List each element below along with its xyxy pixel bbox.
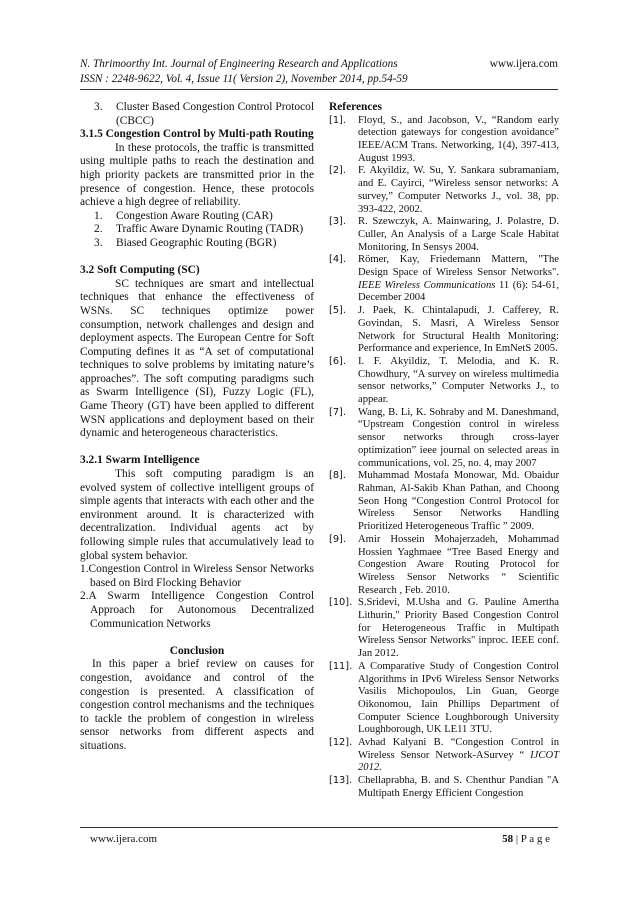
section-heading-soft-computing: 3.2 Soft Computing (SC) — [80, 264, 200, 277]
reference-item — [329, 216, 559, 254]
reference-body: Avhad Kalyani B. “Congestion Control in Wireless Sensor Network-ASurvey “ — [358, 737, 559, 761]
reference-number: [4]. — [329, 254, 346, 266]
journal-citation: N. Thrimoorthy Int. Journal of Engineering Research and Applications — [80, 58, 398, 70]
list-text: Cluster Based Congestion Control Protocol (CBCC) — [116, 101, 314, 127]
issn-line: ISSN : 2248-9622, Vol. 4, Issue 11( Version 2), November 2014, pp.54-59 — [80, 73, 408, 85]
reference-number: [7]. — [329, 406, 346, 418]
reference-item — [329, 254, 559, 305]
reference-body: F. Akyildiz, W. Su, Y. Sankara subramaniam, and E. Cayirci, “Wireless sensor networks: A survey,” Computer Networks J., vol. 38, pp. 393-422, 2002. — [358, 165, 559, 215]
reference-body: Muhammad Mostafa Monowar, Md. Obaidur Rahman, Al-Sakib Khan Pathan, and Choong Seon Hong “Congestion Control Protocol for Wireless Sensor Networks Handling Prioritized Heterogeneous Traffic ” 2009. — [358, 470, 559, 533]
reference-venue: IEEE Wireless Communications — [358, 279, 496, 291]
reference-body: A Comparative Study of Congestion Control Algorithms in IPv6 Wireless Sensor Networks Vasilis Michopoulos, Lin Guan, George Oikonomou, Iain Phillips Department of Computer Science Loughborough University Loughborough, UK LE11 3TU. — [358, 660, 559, 736]
reference-body: Floyd, S., and Jacobson, V., “Random early detection gateways for congestion avoidance” IEEE/ACM Trans. Networking, 1(4), 397-413, August 1993. — [358, 114, 559, 164]
reference-item — [329, 597, 559, 661]
spacer — [80, 631, 314, 645]
paragraph-swarm-intelligence: This soft computing paradigm is an evolved system of collective intelligent groups of simple agents that interacts with each other and the environment around. It is characterized with decentralization. Individual agents act by following simple rules that accumulatively lead to global system behavior. — [80, 468, 314, 562]
reference-item — [329, 775, 559, 800]
reference-list — [329, 115, 559, 801]
section-heading-multipath: 3.1.5 Congestion Control by Multi-path Routing — [80, 128, 314, 141]
reference-item — [329, 115, 559, 166]
list-number: 1. — [94, 209, 103, 222]
reference-number: [12]. — [329, 737, 353, 749]
reference-body: I. F. Akyildiz, T. Melodia, and K. R. Chowdhury, “A survey on wireless multimedia sensor networks,” Computer Networks J., to appear. — [358, 355, 559, 406]
references-heading: References — [329, 101, 382, 113]
reference-item — [329, 356, 559, 407]
list-item: 1.Congestion Control in Wireless Sensor Networks based on Bird Flocking Behavior — [80, 563, 314, 589]
reference-text — [358, 534, 559, 598]
section-heading-swarm-intelligence: 3.2.1 Swarm Intelligence — [80, 454, 200, 467]
list-number: 2. — [94, 223, 103, 236]
page-number-value: 58 — [502, 833, 514, 845]
list-item — [94, 237, 314, 251]
reference-text — [358, 356, 559, 407]
reference-item — [329, 470, 559, 534]
reference-number: [1]. — [329, 114, 346, 126]
reference-number: [13]. — [329, 775, 353, 787]
paragraph-multipath: In these protocols, the traffic is transmitted using multiple paths to reach the destination and high priority packets are transmitted prior in the presence of congestion. Hence, these protocols achieve a high degree of reliability. — [80, 141, 314, 209]
list-text: Congestion Aware Routing (CAR) — [116, 209, 273, 222]
reference-item — [329, 305, 559, 356]
reference-text — [358, 216, 559, 254]
spacer — [80, 251, 314, 265]
reference-number: [8]. — [329, 470, 346, 482]
reference-text — [358, 737, 559, 775]
reference-text — [358, 407, 559, 471]
reference-item — [329, 407, 559, 471]
spacer — [80, 441, 314, 455]
page-header — [80, 57, 558, 87]
list-text: Traffic Aware Dynamic Routing (TADR) — [116, 223, 304, 236]
reference-text — [358, 254, 559, 305]
reference-text — [358, 470, 559, 534]
footer-url[interactable]: www.ijera.com — [90, 833, 158, 845]
reference-item — [329, 165, 559, 216]
reference-item — [329, 737, 559, 775]
header-divider — [80, 89, 558, 90]
page-number — [502, 829, 550, 849]
reference-text — [358, 165, 559, 216]
list-item — [94, 210, 314, 224]
section-heading-conclusion: Conclusion — [169, 644, 225, 657]
reference-body: S.Sridevi, M.Usha and G. Pauline Amertha Lithurin," Priority Based Congestion Control for Heterogeneous Traffic in Multipath Wireless Sensor Networks" inproc. IEEE conf. Jan 2012. — [358, 597, 559, 660]
reference-number: [6]. — [329, 355, 346, 367]
left-column — [80, 101, 314, 754]
reference-text — [358, 597, 559, 661]
reference-number: [5]. — [329, 305, 346, 317]
paragraph-soft-computing: SC techniques are smart and intellectual techniques that enhance the effectiveness of WSNs. SC techniques optimize power consumption, network challenges and design and deployment aspects. The European Centre for Soft Computing defines it as “A set of computational techniques to solve problems by imitating nature’s approaches”. The soft computing paradigms such as Swarm Intelligence (SI), Fuzzy Logic (FL), Game Theory (GT) have been applied to different WSN applications and deployment based on their dynamic and heterogeneous characteristics. — [80, 277, 314, 440]
reference-venue: IJCOT 2012. — [358, 749, 559, 774]
reference-body: Amir Hossein Mohajerzadeh, Mohammad Hossien Yaghmaee “Tree Based Energy and Congestion Aware Routing Protocol for Wireless Sensor Networks “ Scientific Research , Feb. 2010. — [358, 533, 559, 596]
swarm-list — [80, 563, 314, 631]
list-text: Biased Geographic Routing (BGR) — [116, 236, 277, 249]
reference-item — [329, 661, 559, 737]
reference-item — [329, 534, 559, 598]
reference-text — [358, 775, 559, 800]
reference-number: [10]. — [329, 597, 353, 609]
multipath-protocol-list — [80, 210, 314, 251]
reference-number: [9]. — [329, 533, 346, 545]
reference-body: Römer, Kay, Friedemann Mattern, "The Design Space of Wireless Sensor Networks". — [358, 254, 559, 279]
list-item — [94, 223, 314, 237]
reference-number: [3]. — [329, 216, 346, 228]
page-footer — [80, 829, 558, 849]
reference-body: Chellaprabha, B. and S. Chenthur Pandian "A Multipath Energy Efficient Congestion — [358, 775, 559, 799]
footer-divider — [80, 827, 558, 828]
reference-text — [358, 305, 559, 356]
list-item-cbcc — [94, 101, 314, 128]
paragraph-conclusion: In this paper a brief review on causes for congestion, avoidance and control of the congestion is presented. A classification of congestion control mechanisms and the techniques to tackle the problem of congestion in wireless sensor networks from different aspects and situations. — [80, 658, 314, 752]
reference-body: J. Paek, K. Chintalapudi, J. Cafferey, R. Govindan, S. Masri, A Wireless Sensor Network for Structural Health Monitoring: Performance and experience, In EmNetS 2005. — [358, 305, 559, 355]
page-label: | P a g e — [513, 833, 550, 845]
list-item: 2.A Swarm Intelligence Congestion Control Approach for Autonomous Decentralized Communication Networks — [80, 590, 314, 630]
list-number: 3. — [94, 236, 103, 249]
journal-url[interactable]: www.ijera.com — [489, 58, 558, 70]
reference-body: R. Szewczyk, A. Mainwaring, J. Polastre, D. Culler, An Analysis of a Large Scale Habitat Monitoring, In Sensys 2004. — [358, 216, 559, 253]
reference-tail: 11 (6): 54-61, December 2004 — [358, 279, 559, 304]
reference-text — [358, 115, 559, 166]
references-column — [329, 101, 559, 801]
reference-number: [2]. — [329, 165, 346, 177]
list-number: 3. — [94, 101, 103, 113]
reference-body: Wang, B. Li, K. Sohraby and M. Daneshmand, “Upstream Congestion control in wireless sensor networks through cross-layer optimization” ieee journal on selected areas in communications, vol. 25, no. 4, may 2007 — [358, 406, 559, 469]
reference-text — [358, 661, 559, 737]
reference-number: [11]. — [329, 660, 353, 672]
